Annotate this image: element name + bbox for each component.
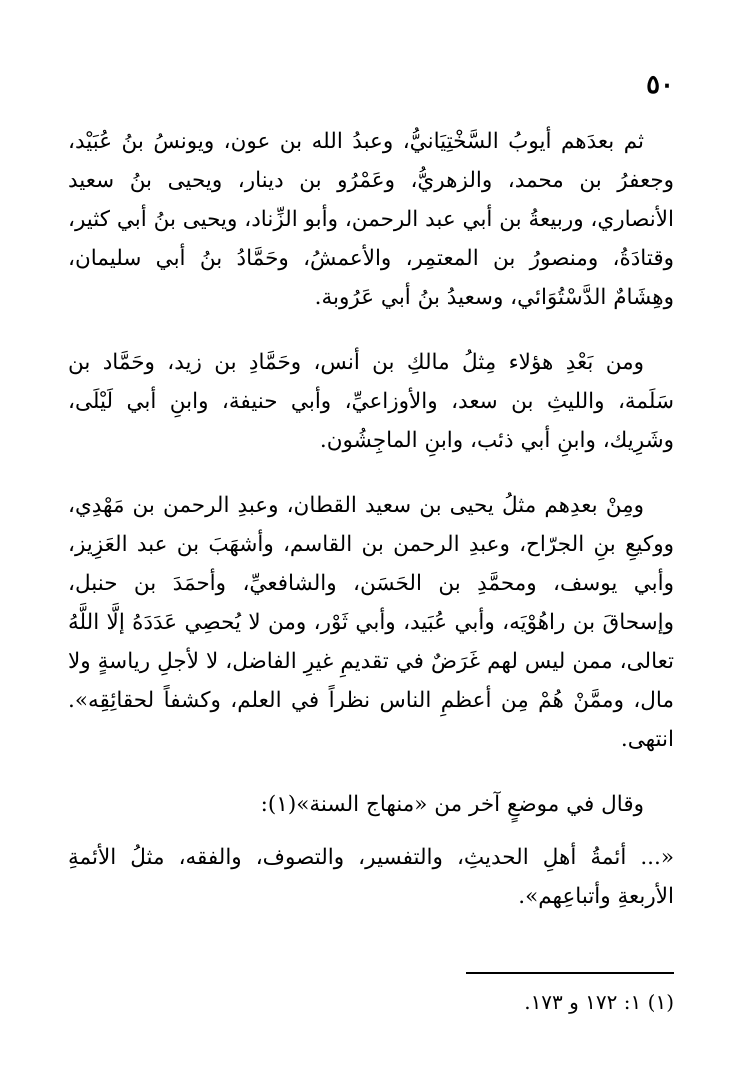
footnote: (١) ١: ١٧٢ و ١٧٣.	[524, 990, 674, 1014]
paragraph-scholars-generation-3: ومِنْ بعدِهم مثلُ يحيى بن سعيد القطان، وعبدِ الرحمن بن مَهْدِي، ووكيعِ بنِ الجرّاح، وعبدِ الرحمن بن القاسم، وأشهَبَ بن عبد العَزِيز، وأبي يوسف، ومحمَّدِ بن الحَسَن، والشافعيِّ، وأحمَدَ بن حنبل، وإسحاقَ بن راهُوْيَه، وأبي عُبَيد، وأبي ثَوْر، ومن لا يُحصِي عَدَدَهُ إلَّا اللَّهُ تعالى، ممن ليس لهم غَرَضٌ في تقديمِ غيرِ الفاضل، لا لأجلِ رياسةٍ ولا مال، وممَّنْ هُمْ مِن أعظمِ الناس نظراً في العلم، وكشفاً لحقائِقِه». انتهى.	[68, 493, 674, 752]
paragraph-scholars-generation-2: ومن بَعْدِ هؤلاء مِثلُ مالكِ بن أنس، وحَمَّادِ بن زيد، وحَمَّاد بن سَلَمة، والليثِ بن سعد، والأوزاعيِّ، وأبي حنيفة، وابنِ أبي لَيْلَى، وشَرِيك، وابنِ أبي ذئب، وابنِ الماجِشُون.	[68, 350, 674, 453]
main-text	[68, 122, 674, 942]
paragraph-scholars-generation-1: ثم بعدَهم أيوبُ السَّخْتِيَانيُّ، وعبدُ الله بن عون، ويونسُ بنُ عُبَيْد، وجعفرُ بن محمد، والزهريُّ، وعَمْرُو بن دينار، ويحيى بنُ سعيد الأنصاري، وربيعةُ بن أبي عبد الرحمن، وأبو الزِّناد، ويحيى بنُ أبي كثير، وقتادَةُ، ومنصورُ بن المعتمِر، والأعمشُ، وحَمَّادُ بنُ أبي سليمان، وهِشَامٌ الدَّسْتُوَائي، وسعيدُ بنُ أبي عَرُوبة.	[68, 129, 674, 310]
page-number: ٥٠	[646, 70, 674, 100]
paragraph-citation-intro: وقال في موضعٍ آخر من «منهاج السنة»(١):	[260, 792, 644, 817]
footnote-divider	[466, 972, 674, 974]
paragraph-quotation: «... أئمةُ أهلِ الحديثِ، والتفسير، والتصوف، والفقه، مثلُ الأئمةِ الأربعةِ وأتباعِهم».	[68, 845, 674, 909]
